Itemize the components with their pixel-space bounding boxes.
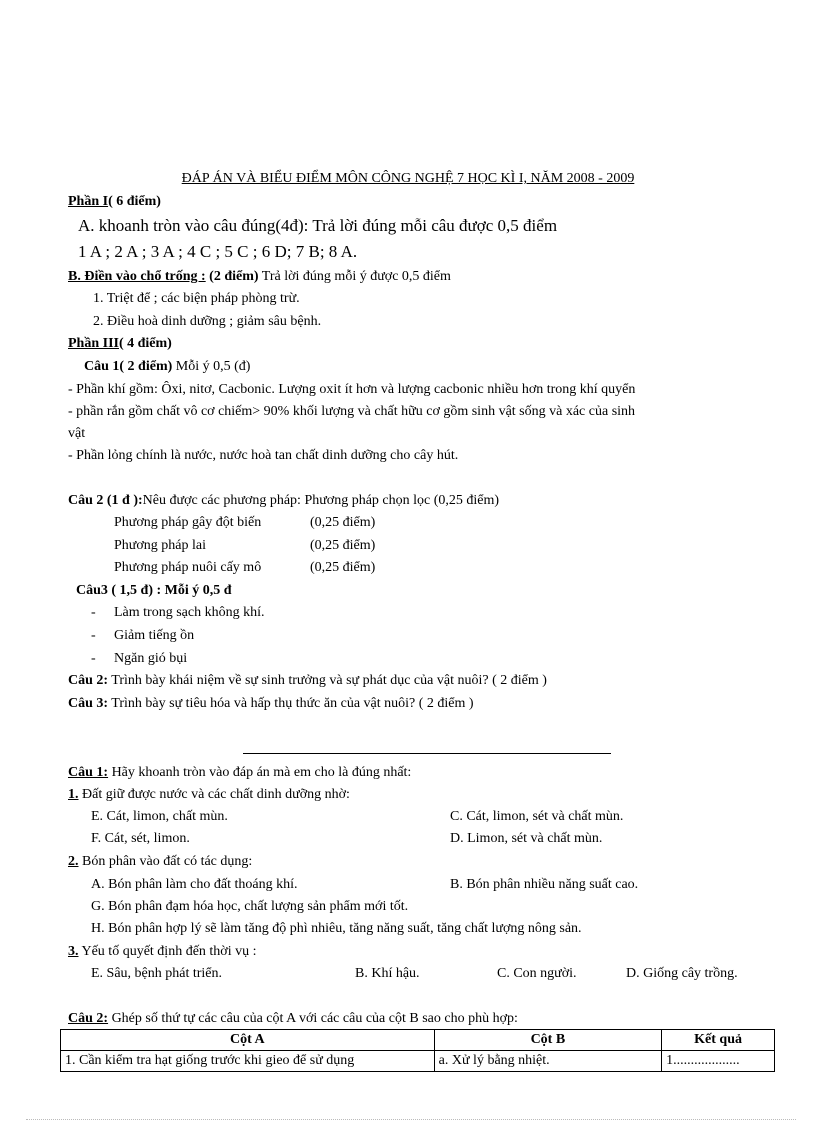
exam-q2-option: B. Bón phân nhiều năng suất cao.	[450, 877, 639, 892]
page-title: ĐÁP ÁN VÀ BIỂU ĐIỂM MÔN CÔNG NGHỆ 7 HỌC KÌ I, NĂM 2008 - 2009	[181, 171, 635, 186]
matching-table	[60, 1029, 775, 1072]
exam-q3: 3. Yếu tố quyết định đến thời vụ :	[68, 944, 257, 959]
part3-q2-method: Phương pháp lai	[114, 538, 206, 553]
table-header-row	[61, 1030, 775, 1051]
exam-c2: Câu 2: Ghép số thứ tự các câu của cột A với các câu của cột B sao cho phù hợp:	[68, 1011, 518, 1026]
exam-q3-option: D. Giống cây trồng.	[626, 966, 738, 981]
exam-q1-option: F. Cát, sét, limon.	[91, 831, 190, 846]
part3-q2-method: Phương pháp nuôi cấy mô	[114, 560, 262, 575]
exam-q3-option: B. Khí hậu.	[355, 966, 420, 981]
part3-q1-line4: - Phần lỏng chính là nước, nước hoà tan chất dinh dưỡng cho cây hút.	[68, 448, 459, 463]
part1-answers: 1 A ; 2 A ; 3 A ; 4 C ; 5 C ; 6 D; 7 B; 8 A.	[78, 242, 358, 261]
extra-question-2: Câu 2: Trình bày khái niệm về sự sinh trưởng và sự phát dục của vật nuôi? ( 2 điểm )	[68, 673, 547, 688]
table-header: Cột B	[434, 1030, 661, 1051]
exam-q2-option: G. Bón phân đạm hóa học, chất lượng sản phẩm mới tốt.	[91, 899, 409, 914]
part3-q1-line3: vật	[68, 426, 86, 441]
part3-q3-heading: Câu3 ( 1,5 đ) : Mỗi ý 0,5 đ	[76, 583, 232, 598]
part3-q1-line1: - Phần khí gồm: Ôxi, nitơ, Cacbonic. Lượng oxit ít hơn và lượng cacbonic nhiều hơn trong khí quyển	[68, 382, 636, 397]
part3-q2-score: (0,25 điểm)	[310, 538, 376, 553]
exam-q3-option: C. Con người.	[497, 966, 577, 981]
part3-heading: Phần III( 4 điểm)	[68, 336, 172, 351]
part3-q3-item: Làm trong sạch không khí.	[114, 605, 265, 620]
exam-q3-option: E. Sâu, bệnh phát triển.	[91, 966, 223, 981]
table-cell: 1. Cần kiểm tra hạt giống trước khi gieo để sử dụng	[61, 1051, 435, 1072]
part1-b2: 2. Điều hoà dinh dưỡng ; giảm sâu bệnh.	[93, 314, 322, 329]
exam-q2: 2. Bón phân vào đất có tác dụng:	[68, 854, 253, 869]
exam-q1-option: E. Cát, limon, chất mùn.	[91, 809, 228, 824]
part3-q1-line2: - phần rắn gồm chất vô cơ chiếm> 90% khối lượng và chất hữu cơ gồm sinh vật sống và xác của sinh	[68, 404, 636, 419]
part3-q2: Câu 2 (1 đ ):Nêu được các phương pháp: Phương pháp chọn lọc (0,25 điểm)	[68, 493, 500, 508]
exam-q1-option: C. Cát, limon, sét và chất mùn.	[450, 809, 624, 824]
part3-q3-bullet: -	[91, 605, 96, 620]
part3-q2-method: Phương pháp gây đột biến	[114, 515, 262, 530]
exam-c1: Câu 1: Hãy khoanh tròn vào đáp án mà em cho là đúng nhất:	[68, 765, 412, 780]
part3-q3-bullet: -	[91, 651, 96, 666]
part3-q3-bullet: -	[91, 628, 96, 643]
part3-q2-score: (0,25 điểm)	[310, 560, 376, 575]
part1-section-a: A. khoanh tròn vào câu đúng(4đ): Trả lời đúng mỗi câu được 0,5 điểm	[78, 216, 558, 235]
exam-q1-option: D. Limon, sét và chất mùn.	[450, 831, 603, 846]
part3-q2-score: (0,25 điểm)	[310, 515, 376, 530]
table-header: Cột A	[61, 1030, 435, 1051]
part3-q3-item: Giảm tiếng ồn	[114, 628, 195, 643]
exam-q1: 1. Đất giữ được nước và các chất dinh dưỡng nhờ:	[68, 787, 350, 802]
part1-heading: Phần I( 6 điểm)	[68, 194, 161, 209]
table-header: Kết quả	[662, 1030, 775, 1051]
part1-b1: 1. Triệt để ; các biện pháp phòng trừ.	[93, 291, 300, 306]
exam-q2-option: H. Bón phân hợp lý sẽ làm tăng độ phì nhiêu, tăng năng suất, tăng chất lượng nông sản.	[91, 921, 582, 936]
part3-q3-item: Ngăn gió bụi	[114, 651, 188, 666]
page-bottom-edge	[26, 1119, 796, 1120]
extra-question-3: Câu 3: Trình bày sự tiêu hóa và hấp thụ thức ăn của vật nuôi? ( 2 điểm )	[68, 696, 474, 711]
table-cell: a. Xử lý bằng nhiệt.	[434, 1051, 661, 1072]
exam-q2-option: A. Bón phân làm cho đất thoáng khí.	[91, 877, 298, 892]
table-row	[61, 1051, 775, 1072]
section-divider	[243, 753, 611, 754]
part1-section-b: B. Điền vào chổ trống : (2 điểm) Trả lời đúng mỗi ý được 0,5 điểm	[68, 269, 451, 284]
part3-q1-heading: Câu 1( 2 điểm) Mỗi ý 0,5 (đ)	[84, 359, 251, 374]
table-cell: 1...................	[662, 1051, 775, 1072]
